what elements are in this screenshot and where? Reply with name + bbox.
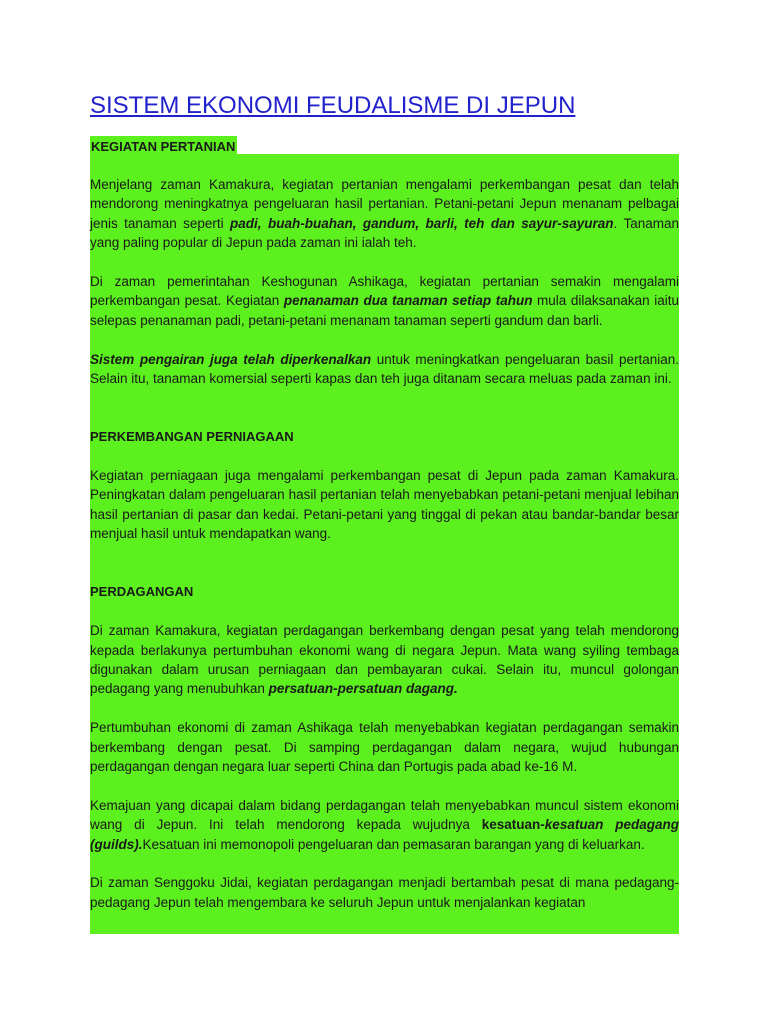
paragraph: Sistem pengairan juga telah diperkenalkan untuk meningkatkan pengeluaran basil pertanian. Selain itu, tanaman komersial seperti kapas dan teh juga ditanam secara meluas pada zaman ini. <box>90 351 679 387</box>
emphasis-text: penanaman dua tanaman setiap tahun <box>283 293 533 309</box>
paragraph: Kemajuan yang dicapai dalam bidang perdagangan telah menyebabkan muncul sistem ekonomi wang di Jepun. Ini telah mendorong kepada wujudnya kesatuan-kesatuan pedagang (guilds).Kesatuan ini memonopoli pengeluaran dan pemasaran barangan yang di keluarkan. <box>90 797 679 852</box>
page-title[interactable]: SISTEM EKONOMI FEUDALISME DI JEPUN <box>90 92 576 119</box>
paragraph: Menjelang zaman Kamakura, kegiatan pertanian mengalami perkembangan pesat dan telah mendorong meningkatnya pengeluaran hasil pertanian. Petani-petani Jepun menanam pelbagai jenis tanaman seperti padi, buah-buahan, gandum, barli, teh dan sayur-sayuran. Tanaman yang paling popular di Jepun pada zaman ini ialah teh. <box>90 177 679 251</box>
paragraph: Pertumbuhan ekonomi di zaman Ashikaga telah menyebabkan kegiatan perdagangan semakin berkembang dengan pesat. Di samping perdagangan dalam negara, wujud hubungan perdagangan dengan negara luar seperti China dan Portugis pada abad ke-16 M. <box>90 720 679 775</box>
paragraph: Kegiatan perniagaan juga mengalami perkembangan pesat di Jepun pada zaman Kamakura. Peningkatan dalam pengeluaran hasil pertanian telah menyebabkan petani-petani menjual lebihan hasil pertanian di pasar dan kedai. Petani-petani yang tinggal di pekan atau bandar-bandar besar menjual hasil untuk mendapatkan wang. <box>90 468 679 542</box>
bold-text: kesatuan- <box>481 817 545 833</box>
emphasis-text: padi, buah-buahan, gandum, barli, teh dan sayur-sayuran <box>230 215 614 231</box>
paragraph: Di zaman Kamakura, kegiatan perdagangan berkembang dengan pesat yang telah mendorong kepada berlakunya pertumbuhan ekonomi wang di negara Jepun. Mata wang syiling tembaga digunakan dalam urusan perniagaan dan pembayaran cukai. Selain itu, muncul golongan pedagang yang menubuhkan persatuan-persatuan dagang. <box>90 623 679 697</box>
paragraph: Di zaman Senggoku Jidai, kegiatan perdagangan menjadi bertambah pesat di mana pedagang-pedagang Jepun telah mengembara ke seluruh Jepun untuk menjalankan kegiatan <box>90 875 679 910</box>
heading-perdagangan: PERDAGANGAN <box>90 584 194 600</box>
emphasis-text: persatuan-persatuan dagang. <box>268 681 458 697</box>
emphasis-text: Sistem pengairan juga telah diperkenalkan <box>90 351 372 367</box>
document-body <box>90 175 679 912</box>
paragraph: Di zaman pemerintahan Keshogunan Ashikaga, kegiatan pertanian semakin mengalami perkembangan pesat. Kegiatan penanaman dua tanaman setiap tahun mula dilaksanakan iaitu selepas penanaman padi, petani-petani menanam tanaman seperti gandum dan barli. <box>90 274 679 328</box>
heading-perkembangan-perniagaan: PERKEMBANGAN PERNIAGAAN <box>90 429 294 445</box>
heading-kegiatan-pertanian: KEGIATAN PERTANIAN <box>90 136 237 156</box>
emphasis-text: kesatuan pedagang (guilds). <box>90 817 679 852</box>
